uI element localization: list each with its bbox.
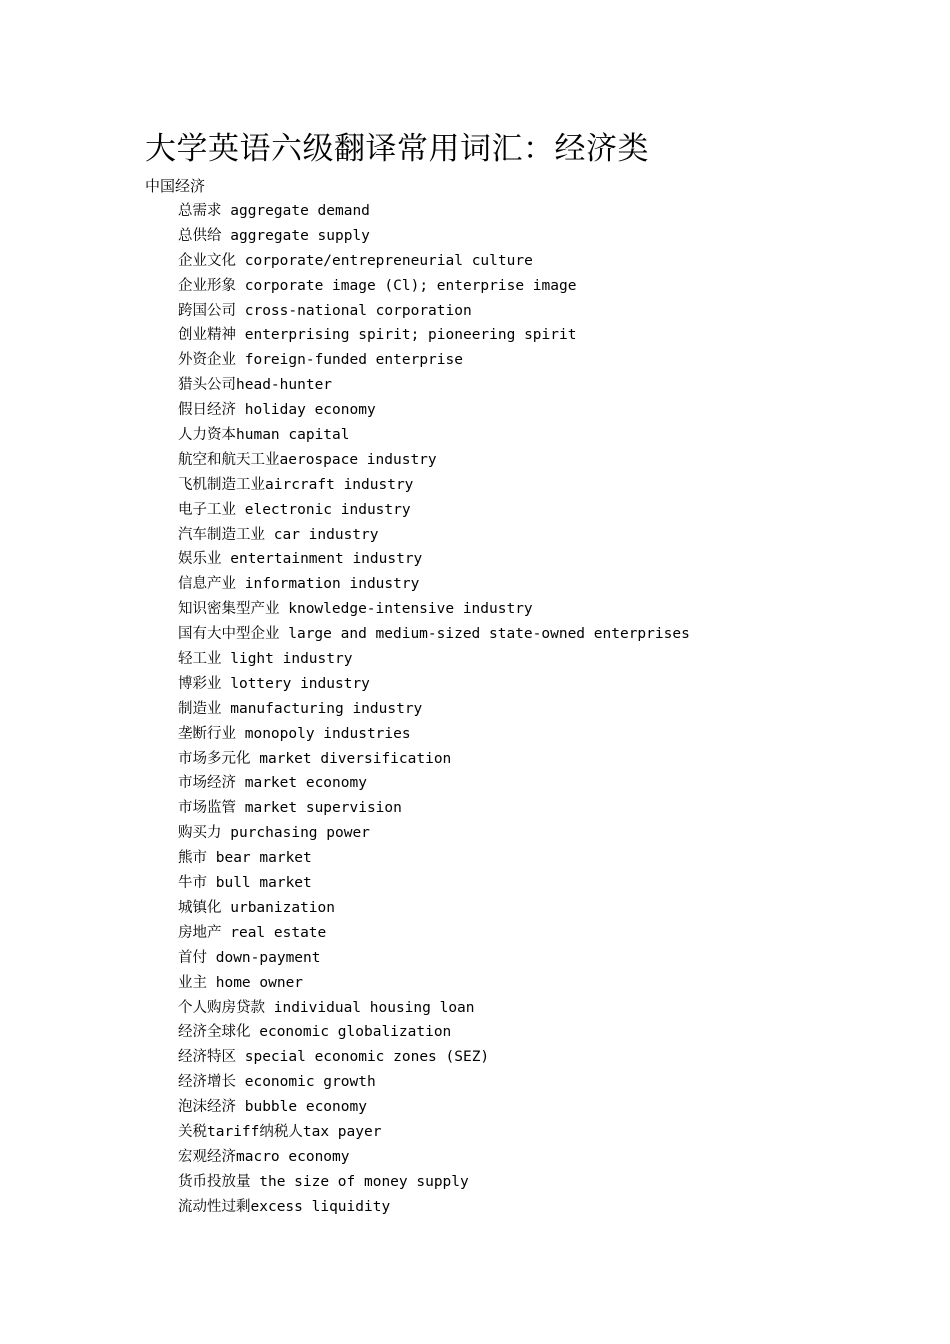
vocabulary-entry: 猎头公司head-hunter bbox=[178, 377, 333, 394]
vocabulary-entry: 牛市 bull market bbox=[178, 875, 312, 892]
vocabulary-entry: 国有大中型企业 large and medium-sized state-owned enterprises bbox=[178, 626, 690, 643]
vocabulary-entry: 总供给 aggregate supply bbox=[178, 227, 370, 244]
vocabulary-entry: 经济特区 special economic zones (SEZ) bbox=[178, 1049, 490, 1066]
vocabulary-entry: 企业形象 corporate image (Cl); enterprise image bbox=[178, 277, 577, 294]
vocabulary-entry: 航空和航天工业aerospace industry bbox=[178, 451, 437, 468]
vocabulary-entry: 博彩业 lottery industry bbox=[178, 675, 370, 692]
section-heading: 中国经济 bbox=[145, 177, 206, 195]
vocabulary-entry: 信息产业 information industry bbox=[178, 576, 420, 593]
vocabulary-entry: 首付 down-payment bbox=[178, 949, 321, 966]
vocabulary-entry: 泡沫经济 bubble economy bbox=[178, 1099, 367, 1116]
vocabulary-entry: 企业文化 corporate/entrepreneurial culture bbox=[178, 252, 533, 269]
vocabulary-entry: 房地产 real estate bbox=[178, 924, 327, 941]
vocabulary-entry: 轻工业 light industry bbox=[178, 651, 353, 668]
vocabulary-entry: 流动性过剩excess liquidity bbox=[178, 1198, 391, 1215]
vocabulary-entry: 跨国公司 cross-national corporation bbox=[178, 302, 472, 319]
vocabulary-entry: 市场经济 market economy bbox=[178, 775, 367, 792]
vocabulary-entry: 购买力 purchasing power bbox=[178, 825, 370, 842]
vocabulary-entry: 熊市 bear market bbox=[178, 850, 312, 867]
vocabulary-list bbox=[178, 199, 690, 1220]
vocabulary-entry: 经济全球化 economic globalization bbox=[178, 1024, 452, 1041]
vocabulary-entry: 个人购房贷款 individual housing loan bbox=[178, 999, 475, 1016]
vocabulary-entry: 制造业 manufacturing industry bbox=[178, 700, 423, 717]
vocabulary-entry: 总需求 aggregate demand bbox=[178, 203, 370, 219]
vocabulary-entry: 经济增长 economic growth bbox=[178, 1074, 376, 1091]
vocabulary-entry: 电子工业 electronic industry bbox=[178, 501, 411, 518]
vocabulary-entry: 假日经济 holiday economy bbox=[178, 402, 376, 419]
vocabulary-entry: 汽车制造工业 car industry bbox=[178, 526, 379, 543]
vocabulary-entry: 创业精神 enterprising spirit; pioneering spirit bbox=[178, 327, 577, 344]
vocabulary-entry: 业主 home owner bbox=[178, 974, 304, 991]
vocabulary-entry: 知识密集型产业 knowledge-intensive industry bbox=[178, 601, 533, 618]
vocabulary-entry: 垄断行业 monopoly industries bbox=[178, 725, 411, 742]
vocabulary-entry: 市场监管 market supervision bbox=[178, 800, 402, 817]
vocabulary-entry: 外资企业 foreign-funded enterprise bbox=[178, 352, 463, 369]
document-title: 大学英语六级翻译常用词汇：经济类 bbox=[145, 131, 649, 167]
vocabulary-entry: 宏观经济macro economy bbox=[178, 1148, 350, 1165]
vocabulary-entry: 货币投放量 the size of money supply bbox=[178, 1173, 469, 1190]
vocabulary-entry: 城镇化 urbanization bbox=[178, 899, 335, 916]
vocabulary-entry: 关税tariff纳税人tax payer bbox=[178, 1123, 382, 1140]
vocabulary-entry: 人力资本human capital bbox=[178, 427, 350, 444]
vocabulary-entry: 飞机制造工业aircraft industry bbox=[178, 476, 414, 493]
vocabulary-entry: 市场多元化 market diversification bbox=[178, 750, 452, 767]
vocabulary-entry: 娱乐业 entertainment industry bbox=[178, 551, 423, 568]
